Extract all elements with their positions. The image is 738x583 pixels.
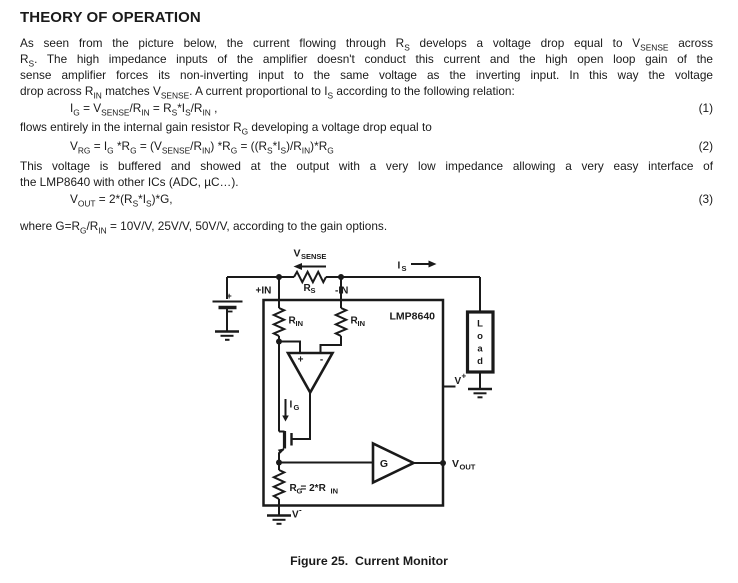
vsense-arrow-icon [294,263,327,270]
opamp-plus-label: + [297,354,304,366]
rs-label-sub: S [310,286,316,295]
paragraph-line: the LMP8640 with other ICs (ADC, µC…). [20,175,239,190]
load-letter: a [477,343,483,355]
resistor-rs [294,272,326,282]
ground-icon-battery [215,332,239,340]
ig-current-arrow-icon [282,399,289,422]
resistor-rin-left [274,277,284,342]
paragraph-line: where $G=R_G/R_{IN} = 10V/V$, 25V/V, 50V/V, according to the gain options. [20,218,388,235]
vplus-label-sup: + [461,371,467,381]
minus-in-label: -IN [335,285,349,297]
vminus-label: V [292,509,299,521]
rs-label: R [303,283,311,294]
rg-label-sub: G [296,486,303,496]
vout-label-sub: OUT [459,462,476,472]
paragraph-line: This voltage is buffered and showed at the output with a very low impedance allowing a very easy interface of [20,159,713,173]
is-label-sub: S [401,264,407,273]
battery-icon [213,302,243,332]
buffer-amp [279,444,443,483]
vplus-label: V [454,376,462,387]
battery-plus-label: + [226,291,232,301]
ground-icon-rg [267,516,291,524]
paragraph-line: $R_S$. The high impedance inputs of the amplifier doesn't conduct this current and the high open loop gain of the [20,51,713,69]
vminus-label-sup: - [299,505,302,515]
equation-number: (1) [698,100,713,115]
equation-expression: $V_{OUT} = 2*(R_S*I_S)*G$, [70,191,173,208]
rin-right-label: R [350,315,358,327]
figure-caption: Figure 25. Current Monitor [290,554,448,568]
rg-label-sub2: IN [330,486,338,496]
load-letter: d [477,356,483,367]
rin-right-label-sub: IN [357,319,365,328]
rin-left-label-sub: IN [295,319,303,328]
diagram-labels [227,248,484,521]
vsense-label-sub: SENSE [301,252,327,261]
is-arrow-icon [411,261,437,268]
equation-number: (3) [698,191,713,206]
load-letter: L [477,318,483,330]
rg-label-mid: = 2*R [300,483,326,494]
equation-expression: $V_{RG} = I_G$ $*R_G = (V_{SENSE}/R_{IN}) *R_G = ((R_S*I_S)/R_{IN})*R_G$ [70,138,334,155]
load-letter: o [477,331,483,342]
rg-label: R [289,483,297,494]
resistor-rg [274,463,284,516]
chip-name-label: LMP8640 [389,310,436,323]
section-title: THEORY OF OPERATION [20,9,201,26]
equation-expression: $I_G = V_{SENSE}/R_{IN} = R_S*I_S/R_{IN}$ , [70,100,218,117]
opamp [288,353,333,439]
rin-left-label: R [288,315,296,327]
vsense-label: V [293,247,301,260]
paragraph-line: drop across $R_{IN}$ matches $V_{SENSE}$. A current proportional to $I_S$ according to the following relation: [20,84,515,101]
buffer-gain-label: G [379,458,389,470]
ig-label: I [289,399,293,411]
paragraph-line: sense amplifier forces its non-inverting input to the same voltage as the inverting input. In this way the voltage [20,68,713,83]
paragraph-line: flows entirely in the internal gain resistor $R_G$ developing a voltage drop equal to [20,119,432,136]
ig-label-sub: G [293,403,300,412]
vout-label: V [452,458,460,470]
ground-icon-load [468,389,492,397]
plus-in-label: +IN [255,285,272,297]
paragraph-line: As seen from the picture below, the current flowing through $R_S$ develops a voltage drop equal to $V_{SENSE}$ across [20,35,713,52]
equation-number: (2) [698,138,713,153]
mosfet [278,431,292,463]
is-label: I [397,260,401,272]
opamp-minus-label: - [319,354,324,366]
